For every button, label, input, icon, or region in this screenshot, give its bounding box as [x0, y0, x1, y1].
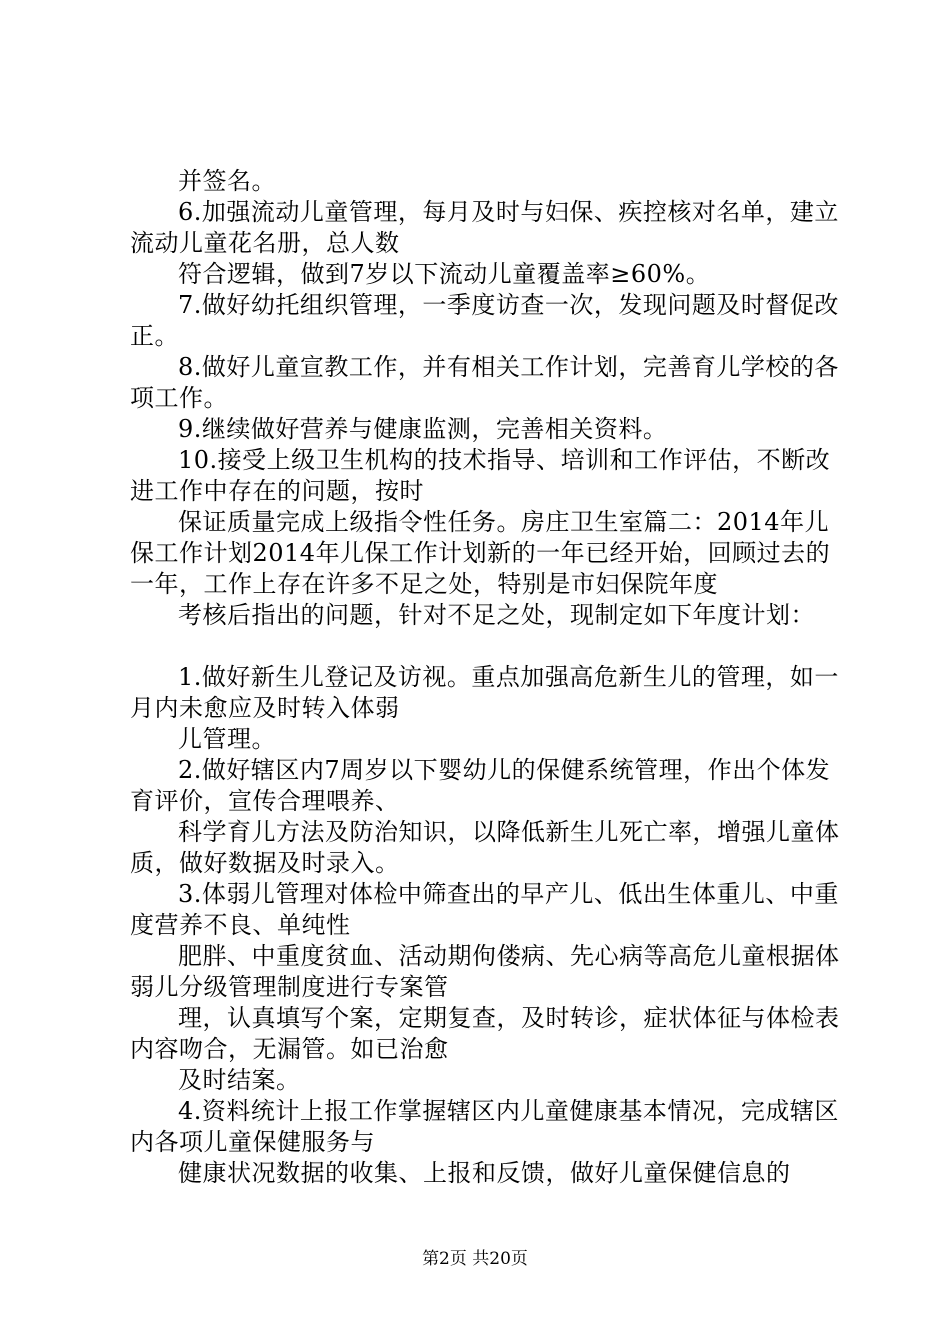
paragraph-7: 10.接受上级卫生机构的技术指导、培训和工作评估，不断改进工作中存在的问题，按时	[130, 446, 831, 505]
paragraph-13: 科学育儿方法及防治知识，以降低新生儿死亡率，增强儿童体质，做好数据及时录入。	[130, 818, 840, 877]
paragraph-6: 9.继续做好营养与健康监测，完善相关资料。	[178, 415, 668, 443]
paragraph-15: 肥胖、中重度贫血、活动期佝偻病、先心病等高危儿童根据体弱儿分级管理制度进行专案管	[130, 942, 840, 1001]
paragraph-11: 儿管理。	[178, 725, 276, 753]
paragraph-3: 符合逻辑，做到7岁以下流动儿童覆盖率≥60%。	[178, 260, 711, 288]
paragraph-5: 8.做好儿童宣教工作，并有相关工作计划，完善育儿学校的各项工作。	[130, 353, 839, 412]
paragraph-14: 3.体弱儿管理对体检中筛查出的早产儿、低出生体重儿、中重度营养不良、单纯性	[130, 880, 839, 939]
paragraph-19: 健康状况数据的收集、上报和反馈，做好儿童保健信息的	[178, 1159, 791, 1187]
paragraph-10: 1.做好新生儿登记及访视。重点加强高危新生儿的管理，如一月内未愈应及时转入体弱	[130, 663, 839, 722]
paragraph-16: 理，认真填写个案，定期复查，及时转诊，症状体征与体检表内容吻合，无漏管。如已治愈	[130, 1004, 840, 1063]
paragraph-1: 并签名。	[178, 167, 276, 195]
paragraph-12: 2.做好辖区内7周岁以下婴幼儿的保健系统管理，作出个体发育评价，宣传合理喂养、	[130, 756, 831, 815]
paragraph-8: 保证质量完成上级指令性任务。房庄卫生室篇二：2014年儿保工作计划2014年儿保工作计划新的一年已经开始，回顾过去的一年，工作上存在许多不足之处，特别是市妇保院年度	[130, 508, 831, 598]
paragraph-4: 7.做好幼托组织管理，一季度访查一次，发现问题及时督促改正。	[130, 291, 839, 350]
document-body	[130, 166, 850, 1189]
paragraph-9: 考核后指出的问题，针对不足之处，现制定如下年度计划：	[178, 601, 815, 629]
paragraph-17: 及时结案。	[178, 1066, 301, 1094]
page-footer: 第2页 共20页	[422, 1249, 528, 1269]
blank-line	[130, 631, 850, 662]
paragraph-2: 6.加强流动儿童管理，每月及时与妇保、疾控核对名单，建立流动儿童花名册，总人数	[130, 198, 839, 257]
paragraph-18: 4.资料统计上报工作掌握辖区内儿童健康基本情况，完成辖区内各项儿童保健服务与	[130, 1097, 839, 1156]
